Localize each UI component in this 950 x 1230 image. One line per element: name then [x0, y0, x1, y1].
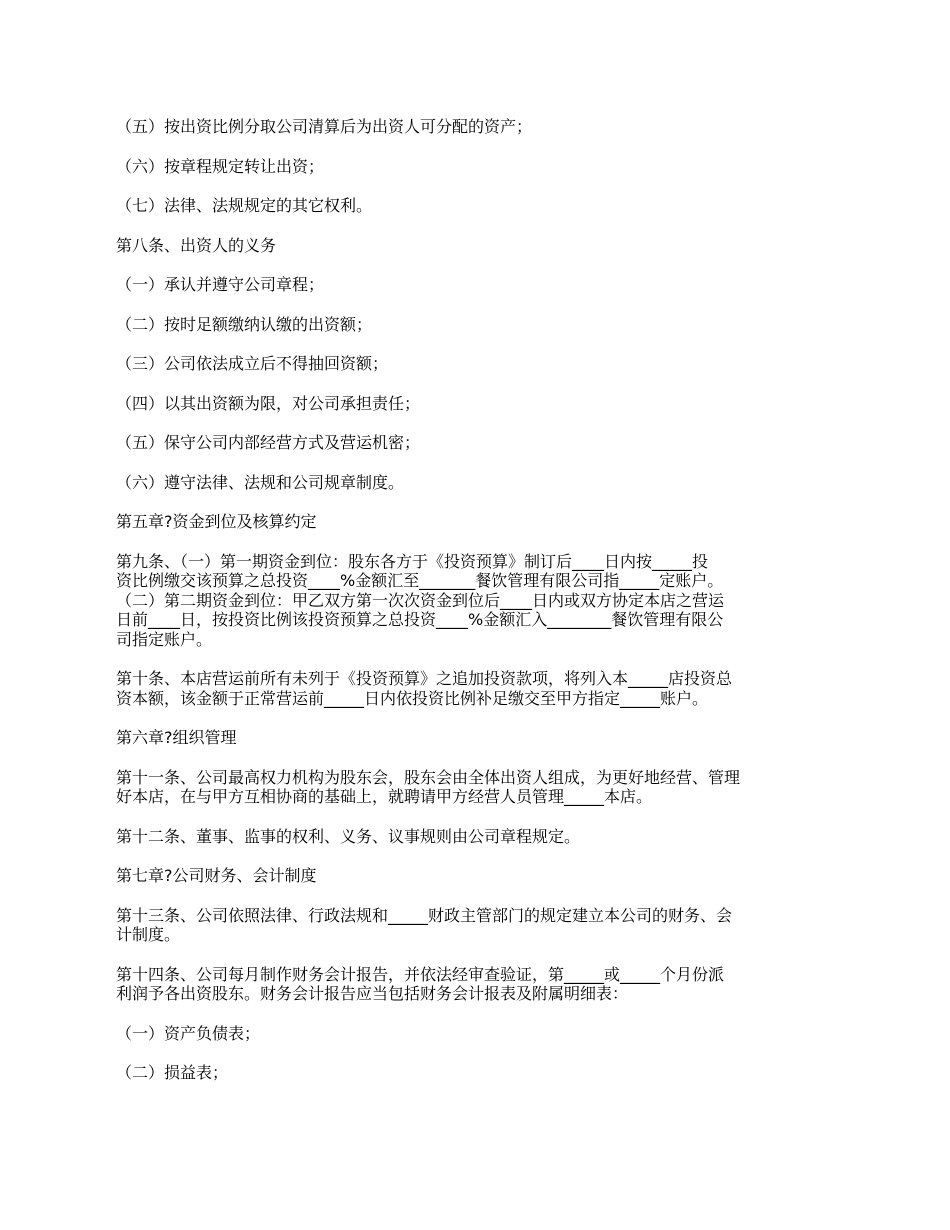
text-line: （五）按出资比例分取公司清算后为出资人可分配的资产；: [116, 117, 533, 136]
right-item-5: [116, 117, 842, 137]
text-line: 第七章?公司财务、会计制度: [116, 866, 317, 885]
chapter-7-heading: [116, 866, 842, 886]
text-line: 第十四条、公司每月制作财务会计报告，并依法经审查验证，第_____或_____个月份派: [116, 964, 725, 984]
report-item-1: [116, 1024, 842, 1044]
right-item-6: [116, 157, 842, 177]
duty-item-4: [116, 394, 842, 414]
document-body: [116, 117, 842, 1103]
text-line: （一）承认并遵守公司章程；: [116, 275, 325, 294]
article-8-heading: [116, 236, 842, 256]
article-10: [116, 669, 842, 708]
duty-item-2: [116, 315, 842, 335]
text-line: 好本店，在与甲方互相协商的基础上，就聘请甲方经营人员管理_____本店。: [116, 787, 653, 806]
duty-item-3: [116, 354, 842, 374]
text-line: （二）损益表；: [116, 1063, 229, 1082]
text-line: 资比例缴交该预算之总投资____%金额汇至_______餐饮管理有限公司指_____定账户。: [116, 571, 724, 590]
text-line: 利润予各出资股东。财务会计报告应当包括财务会计报表及附属明细表：: [116, 984, 629, 1003]
text-line: 第九条、（一）第一期资金到位：股东各方于《投资预算》制订后____日内按_____投: [116, 551, 709, 571]
article-12: [116, 827, 842, 847]
text-line: （六）按章程规定转让出资；: [116, 156, 325, 176]
duty-item-5: [116, 433, 842, 453]
text-line: （六）遵守法律、法规和公司规章制度。: [116, 472, 405, 492]
text-line: （三）公司依法成立后不得抽回资额；: [116, 354, 389, 373]
article-14: [116, 965, 842, 1004]
right-item-7: [116, 196, 842, 216]
text-line: 计制度。: [116, 925, 181, 944]
text-line: （二）按时足额缴纳认缴的出资额；: [116, 314, 373, 334]
article-11: [116, 768, 842, 807]
text-line: 第十一条、公司最高权力机构为股东会，股东会由全体出资人组成，为更好地经营、管理: [116, 767, 741, 787]
report-item-2: [116, 1063, 842, 1083]
text-line: （一）资产负债表；: [116, 1023, 261, 1043]
text-line: 第六章?组织管理: [116, 728, 237, 747]
chapter-5-heading: [116, 512, 842, 532]
text-line: 日前____日，按投资比例该投资预算之总投资____%金额汇入________餐饮管理有限公: [116, 610, 724, 629]
text-line: 第十三条、公司依照法律、行政法规和_____财政主管部门的规定建立本公司的财务、会: [116, 905, 733, 925]
text-line: 资本额，该金额于正常营运前_____日内依投资比例补足缴交至甲方指定_____账户。: [116, 688, 709, 708]
text-line: （四）以其出资额为限，对公司承担责任；: [116, 393, 421, 413]
chapter-6-heading: [116, 728, 842, 748]
text-line: （七）法律、法规规定的其它权利。: [116, 196, 373, 215]
text-line: 第十二条、董事、监事的权利、义务、议事规则由公司章程规定。: [116, 826, 581, 846]
duty-item-6: [116, 473, 842, 493]
text-line: 第五章?资金到位及核算约定: [116, 512, 317, 531]
text-line: （五）保守公司内部经营方式及营运机密；: [116, 433, 421, 452]
text-line: （二）第二期资金到位：甲乙双方第一次次资金到位后____日内或双方协定本店之营运: [116, 590, 725, 610]
text-line: 第八条、出资人的义务: [116, 235, 277, 255]
duty-item-1: [116, 275, 842, 295]
text-line: 司指定账户。: [116, 629, 213, 649]
article-13: [116, 906, 842, 945]
article-9: [116, 552, 842, 650]
text-line: 第十条、本店营运前所有未列于《投资预算》之追加投资款项，将列入本_____店投资总: [116, 669, 733, 688]
